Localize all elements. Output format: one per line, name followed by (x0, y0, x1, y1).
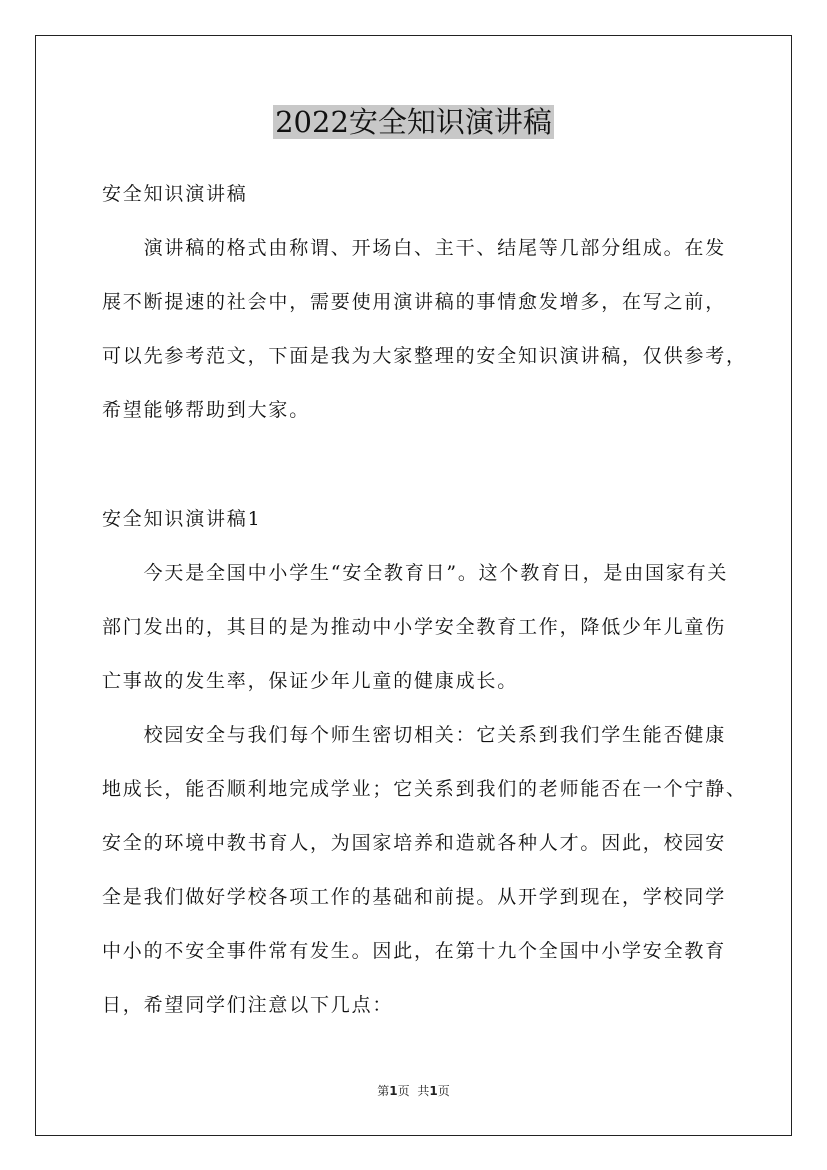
intro-line-1: 演讲稿的格式由称谓、开场白、主干、结尾等几部分组成。在发 (102, 237, 727, 259)
section-heading: 安全知识演讲稿1 (102, 508, 262, 530)
footer-total-number: 1 (429, 1084, 438, 1098)
footer-total-suffix: 页 (437, 1084, 450, 1098)
document-title (0, 100, 827, 144)
subtitle: 安全知识演讲稿 (102, 183, 248, 205)
intro-line-2: 展不断提速的社会中，需要使用演讲稿的事情愈发增多，在写之前， (102, 291, 727, 313)
paragraph-1-line-2: 部门发出的，其目的是为推动中小学安全教育工作，降低少年儿童伤 (102, 616, 727, 638)
footer-total-prefix: 共 (417, 1084, 430, 1098)
paragraph-2-line-5: 中小的不安全事件常有发生。因此，在第十九个全国中小学安全教育 (102, 940, 727, 962)
footer-page-suffix: 页 (397, 1084, 410, 1098)
paragraph-2-line-4: 全是我们做好学校各项工作的基础和前提。从开学到现在，学校同学 (102, 886, 727, 908)
document-title-text: 2022安全知识演讲稿 (275, 105, 552, 139)
paragraph-1-line-1: 今天是全国中小学生“安全教育日”。这个教育日，是由国家有关 (102, 562, 729, 584)
intro-line-4: 希望能够帮助到大家。 (102, 399, 311, 421)
paragraph-2-line-2: 地成长，能否顺利地完成学业；它关系到我们的老师能否在一个宁静、 (102, 778, 747, 800)
paragraph-1-line-3: 亡事故的发生率，保证少年儿童的健康成长。 (102, 670, 519, 692)
footer-page-prefix: 第 (377, 1084, 390, 1098)
paragraph-2-line-1: 校园安全与我们每个师生密切相关：它关系到我们学生能否健康 (102, 724, 727, 746)
footer-page-number: 1 (389, 1084, 398, 1098)
paragraph-2-line-6: 日，希望同学们注意以下几点： (102, 994, 394, 1016)
intro-line-3: 可以先参考范文，下面是我为大家整理的安全知识演讲稿，仅供参考， (102, 345, 747, 367)
page-footer (0, 1082, 827, 1100)
paragraph-2-line-3: 安全的环境中教书育人，为国家培养和造就各种人才。因此，校园安 (102, 832, 727, 854)
